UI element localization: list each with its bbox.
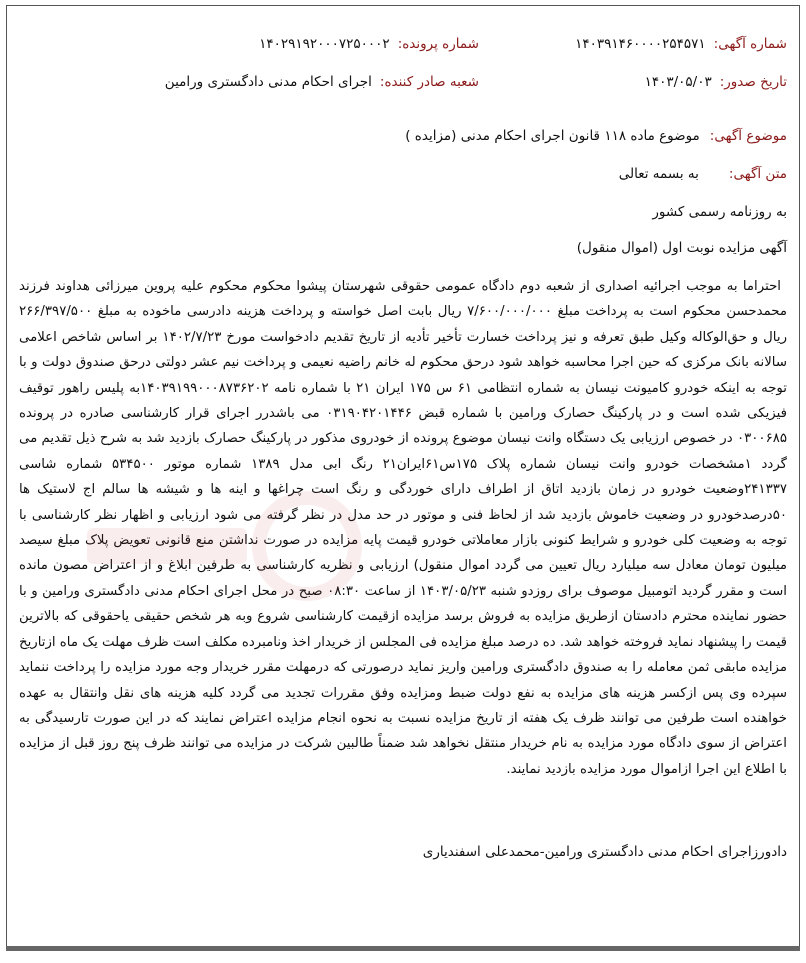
issuer-value: اجرای احکام مدنی دادگستری ورامین [164, 74, 372, 90]
notice-number-value: ۱۴۰۳۹۱۴۶۰۰۰۰۲۵۴۵۷۱ [575, 36, 706, 52]
issue-date-value: ۱۴۰۳/۰۵/۰۳ [644, 74, 712, 90]
opening-phrase: به بسمه تعالی [618, 166, 699, 182]
notice-text-header [19, 166, 787, 182]
issue-date-label: تاریخ صدور: [719, 74, 787, 90]
subject-label: موضوع آگهی: [709, 128, 787, 144]
notice-body [19, 274, 787, 782]
notice-subject [19, 128, 787, 144]
addressee: به روزنامه رسمی کشور [652, 204, 787, 220]
case-number-value: ۱۴۰۲۹۱۹۲۰۰۰۷۲۵۰۰۰۲ [259, 36, 390, 52]
notice-body-paragraph: احتراما به موجب اجرائیه اصداری از شعبه دوم دادگاه عمومی حقوقی شهرستان پیشوا محکوم محکوم علیه پروین میرزائی هداوند فرزند محمدحسن محکوم است به پرداخت مبلغ ۷/۶۰۰/۰۰۰/۰۰۰ ریال بابت اصل خواسته و پرداخت هزینه دادرسی ماخوده به مبلغ ۲۶۶/۳۹۷/۵۰۰ ریال و حق‌الوکاله وکیل طبق تعرفه و نیز پرداخت خسارت تأخیر تأدیه از تاریخ تقدیم دادخواست مورخ ۱۴۰۲/۷/۲۳ بر اساس شاخص اعلامی سالانه بانک مرکزی که حین اجرا محاسبه خواهد شود درحق محکوم له خانم راضیه نعیمی و پرداخت نیم عشر دولتی درحق صندوق دولت و با توجه به اینکه خودرو کامیونت نیسان به شماره انتظامی ۶۱ س ۱۷۵ ایران ۲۱ با شماره نامه ۱۴۰۳۹۱۹۹۰۰۰۸۷۳۶۲۰۲به پلیس راهور توقیف فیزیکی شده است و در پارکینگ حصارک ورامین با شماره قبض ۰۳۱۹۰۴۲۰۱۴۴۶ می باشدرر اجرای قرار کارشناسی صادره در پرونده ۰۳۰۰۶۸۵ در خصوص ارزیابی یک دستگاه وانت نیسان موضوع پرونده از خودروی مذکور در پارکینگ حصارک بازدید شد به شرح ذیل تقدیم می گردد ۱مشخصات خودرو وانت نیسان شماره پلاک ۱۷۵س۶۱ایران۲۱ رنگ ابی مدل ۱۳۸۹ شماره موتور ۵۳۴۵۰۰ شماره شاسی ۲۴۱۳۳۷وضعیت خودرو در زمان بازدید اتاق از اطراف دارای خوردگی و رنگ است چراغها و اینه ها و شیشه ها سالم اج لاستیک ها ۵۰درصدخودرو در وضعیت خاموش بازدید شد از لحاظ فنی و موتور در حد مدل در نظر گرفته می شود ارزیابی و اظهار نظر کارشناسی با توجه به وضعیت کلی خودرو و شرایط کنونی بازار معاملاتی خودرو قیمت پایه مزایده در صورت نداشتن منع قانونی تعویض پلاک مبلغ سیصد میلیون تومان معادل سه میلیارد ریال تعیین می گردد اموال منقول) ارزیابی و نظریه کارشناسی به طرفین ابلاغ و از اعتراض مصون مانده است و مقرر گردید اتومبیل موصوف برای روزدو شنبه ۱۴۰۳/۰۵/۲۳ از ساعت ۰۸:۳۰ صبح در محل اجرای احکام مدنی دادگستری ورامین و با حضور نماینده محترم دادستان ازطریق مزایده به فروش برسد مزایده ازقیمت کارشناسی شروع وبه هر شخص حقیقی یاحقوقی که بالاترین قیمت را پیشنهاد نماید فروخته خواهد شد. ده درصد مبلغ مزایده فی المجلس از خریدار اخذ ونامبرده مکلف است ظرف مهلت یک ماه ازتاریخ مزایده مابقی ثمن معامله را به صندوق دادگستری ورامین واریز نماید درصورتی که درمهلت مقرر خریدار وجه مورد مزایده را پرداخت ننماید سپرده وی پس ازکسر هزینه های مزایده به نفع دولت ضبط ومزایده وفق مقررات تجدید می گردد کلیه هزینه های نقل وانتقال به عهده خواهنده است طرفین می توانند ظرف یک هفته از تاریخ مزایده نسبت به نحوه انجام مزایده اعتراض نمایند که در این صورت تارسیدگی به اعتراض از سوی دادگاه مورد مزایده به نام خریدار منتقل نخواهد شد ضمناً طالبین شرکت در مزایده می توانند ظرف پنج روز قبل از مزایده با اطلاع این اجرا ازاموال مورد مزایده بازدید نمایند. [19, 279, 788, 777]
case-number-label: شماره پرونده: [397, 36, 479, 52]
auction-title: آگهی مزایده نوبت اول (اموال منقول) [576, 240, 787, 256]
notice-document [6, 5, 800, 951]
notice-number [557, 36, 787, 52]
header-row-numbers [7, 36, 799, 52]
signature: دادورزاجرای احکام مدنی دادگستری ورامین-محمدعلی اسفندیاری [422, 844, 787, 860]
notice-number-label: شماره آگهی: [713, 36, 787, 52]
text-label: متن آگهی: [728, 166, 787, 182]
bottom-border [6, 946, 800, 951]
issuer-label: شعبه صادر کننده: [379, 74, 479, 90]
case-number [19, 36, 479, 52]
header-row-date [7, 74, 799, 90]
subject-value: موضوع ماده ۱۱۸ قانون اجرای احکام مدنی (مزایده ) [405, 128, 700, 144]
issuer [19, 74, 479, 90]
issue-date [557, 74, 787, 90]
